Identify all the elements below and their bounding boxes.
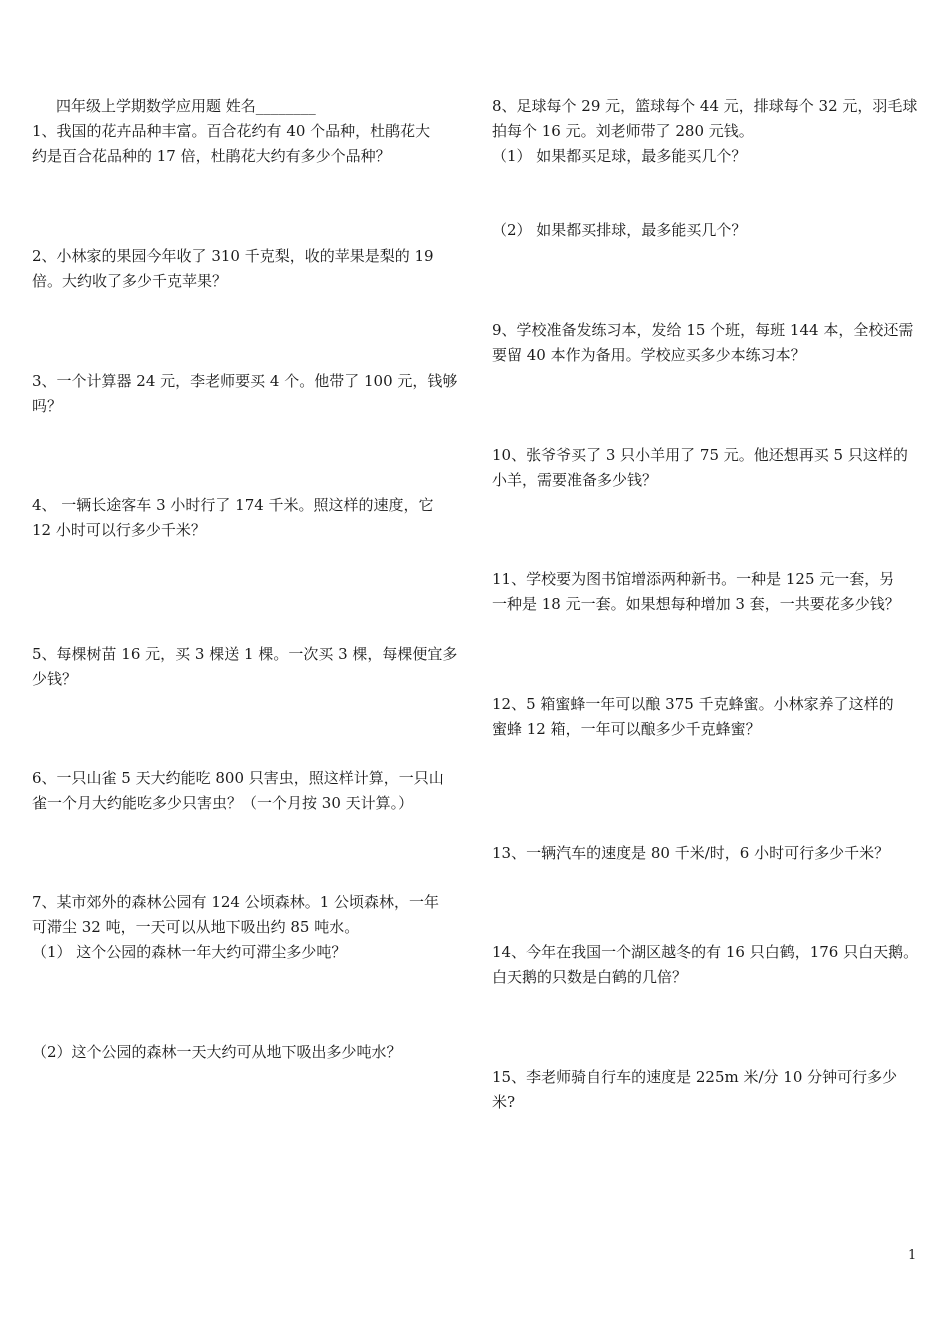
question-3 [32,369,457,419]
left-column [32,94,462,1061]
question-6 [32,766,444,816]
question-line: 雀一个月大约能吃多少只害虫？（一个月按 30 天计算。） [32,794,414,812]
question-11 [492,567,900,617]
question-line: 小羊，需要准备多少钱？ [492,471,658,489]
question-line: 白天鹅的只数是白鹤的几倍？ [492,968,688,986]
question-line: 蜜蜂 12 箱，一年可以酿多少千克蜂蜜？ [492,720,761,738]
question-12 [492,692,894,742]
question-1 [32,119,430,169]
question-line: 少钱？ [32,670,78,688]
question-line: 可滞尘 32 吨，一天可以从地下吸出约 85 吨水。 [32,918,360,936]
question-line: 约是百合花品种的 17 倍，杜鹃花大约有多少个品种？ [32,147,391,165]
question-line: 6、一只山雀 5 天大约能吃 800 只害虫，照这样计算，一只山 [32,769,444,787]
question-line: 一种是 18 元一套。如果想每种增加 3 套，一共要花多少钱？ [492,595,900,613]
question-line: 倍。大约收了多少千克苹果？ [32,272,228,290]
question-line: 14、今年在我国一个湖区越冬的有 16 只白鹤，176 只白天鹅。 [492,943,919,961]
question-8-part-2 [492,218,746,243]
question-line: 13、一辆汽车的速度是 80 千米/时，6 小时可行多少千米？ [492,844,890,862]
question-line: 米? [492,1093,516,1111]
question-line: （1） 如果都买足球，最多能买几个？ [492,147,747,165]
question-line: （1） 这个公园的森林一年大约可滞尘多少吨？ [32,943,347,961]
question-line: 4、 一辆长途客车 3 小时行了 174 千米。照这样的速度，它 [32,496,434,514]
question-8 [492,94,917,169]
question-14 [492,940,918,990]
question-2 [32,244,434,294]
question-line: 5、每棵树苗 16 元，买 3 棵送 1 棵。一次买 3 棵，每棵便宜多 [32,645,458,663]
question-7 [32,890,439,965]
question-7-part-2 [32,1040,402,1065]
question-line: （2）这个公园的森林一天大约可从地下吸出多少吨水？ [32,1043,402,1061]
question-15 [492,1065,897,1115]
question-13 [492,841,889,866]
worksheet-title: 四年级上学期数学应用题 姓名________ [56,97,316,115]
question-line: 7、某市郊外的森林公园有 124 公顷森林。1 公顷森林，一年 [32,893,440,911]
question-line: 2、小林家的果园今年收了 310 千克梨，收的苹果是梨的 19 [32,247,434,265]
question-line: 15、李老师骑自行车的速度是 225m 米/分 10 分钟可行多少 [492,1068,898,1086]
question-line: 10、张爷爷买了 3 只小羊用了 75 元。他还想再买 5 只这样的 [492,446,908,464]
question-10 [492,443,908,493]
question-line: 8、足球每个 29 元，篮球每个 44 元，排球每个 32 元，羽毛球 [492,97,918,115]
question-9 [492,318,913,368]
question-line: 3、一个计算器 24 元，李老师要买 4 个。他带了 100 元，钱够 [32,372,458,390]
question-line: 吗？ [32,397,63,415]
question-line: 9、学校准备发练习本，发给 15 个班，每班 144 本，全校还需 [492,321,914,339]
page-number: 1 [908,1248,917,1263]
question-line: 拍每个 16 元。刘老师带了 280 元钱。 [492,122,754,140]
question-line: 要留 40 本作为备用。学校应买多少本练习本？ [492,346,806,364]
question-line: 12、5 箱蜜蜂一年可以酿 375 千克蜂蜜。小林家养了这样的 [492,695,894,713]
question-line: （2） 如果都买排球，最多能买几个？ [492,221,747,239]
question-line: 12 小时可以行多少千米？ [32,521,206,539]
question-4 [32,493,434,543]
question-line: 11、学校要为图书馆增添两种新书。一种是 125 元一套，另 [492,570,895,588]
question-5 [32,642,457,692]
question-line: 1、我国的花卉品种丰富。百合花约有 40 个品种，杜鹃花大 [32,122,431,140]
